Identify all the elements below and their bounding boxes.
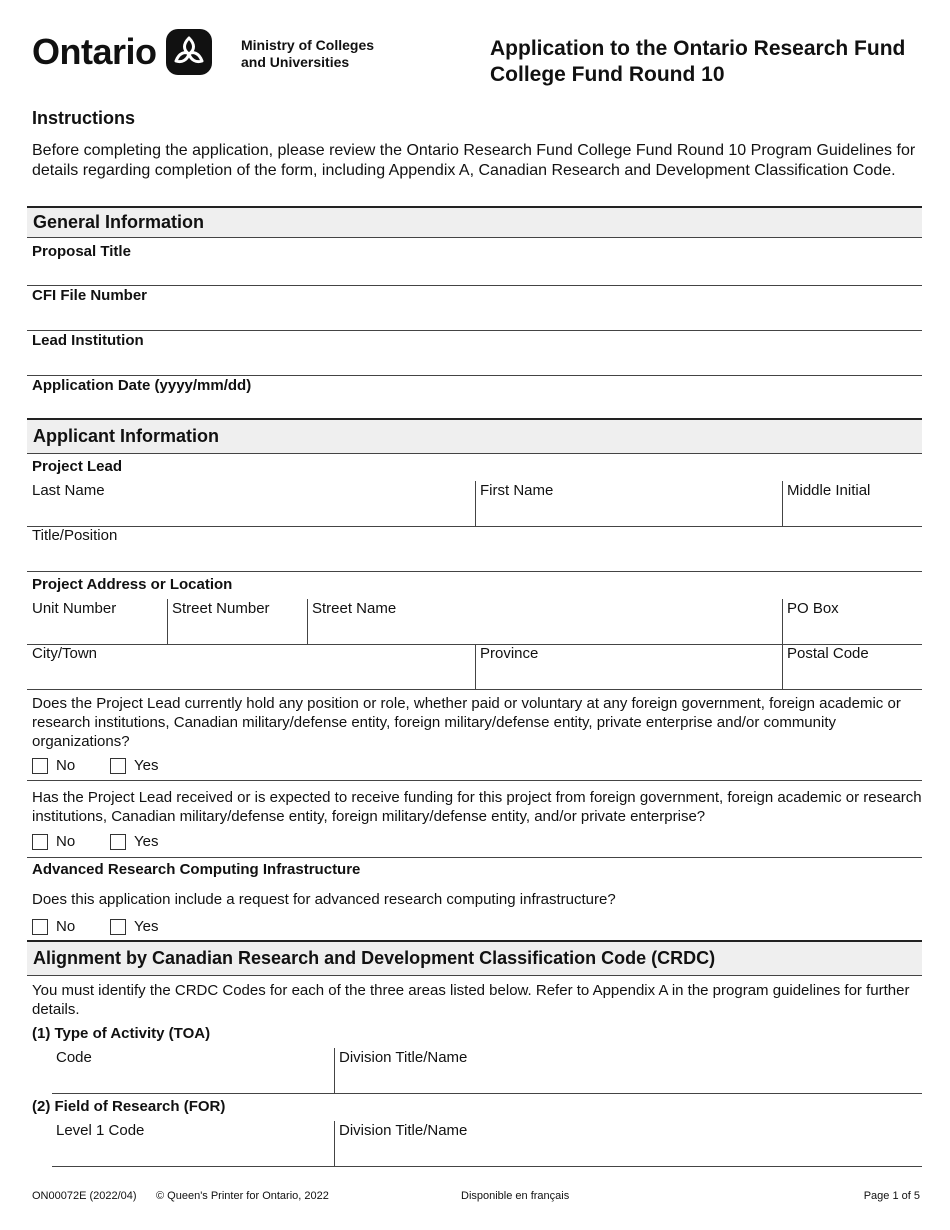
ministry-name: Ministry of Colleges and Universities — [241, 37, 375, 70]
foreign-position-question: Does the Project Lead currently hold any position or role, whether paid or voluntary at any foreign government, foreign academic or research institutions, Canadian military/defense entity, foreign military/defense entity, private enterprise and/or community organizations? — [32, 695, 901, 750]
project-lead-label: Project Lead — [32, 458, 123, 475]
first-name-label: First Name — [480, 482, 554, 499]
title-position-field[interactable] — [27, 571, 922, 572]
province-label: Province — [480, 645, 539, 662]
divider — [475, 481, 476, 526]
q3-no-label: No — [56, 918, 76, 935]
divider — [334, 1048, 335, 1094]
french-availability: Disponible en français — [461, 1190, 570, 1202]
general-information-header: General Information — [27, 206, 922, 238]
for-fields-row[interactable] — [52, 1166, 922, 1167]
q3-yes-checkbox[interactable] — [110, 919, 126, 935]
ontario-logo — [32, 26, 213, 78]
divider — [782, 644, 783, 689]
divider — [307, 599, 308, 644]
applicant-information-header: Applicant Information — [27, 418, 922, 454]
q2-no-checkbox[interactable] — [32, 834, 48, 850]
toa-fields-row[interactable] — [52, 1093, 922, 1094]
divider — [27, 780, 922, 781]
form-number: ON00072E (2022/04) — [32, 1190, 137, 1202]
name-fields-row[interactable] — [27, 526, 922, 527]
toa-heading: (1) Type of Activity (TOA) — [32, 1025, 211, 1042]
last-name-label: Last Name — [32, 482, 105, 499]
city-town-label: City/Town — [32, 645, 98, 662]
crdc-intro: You must identify the CRDC Codes for each of the three areas listed below. Refer to Appendix A in the program guidelines for further details. — [32, 982, 910, 1018]
unit-number-label: Unit Number — [32, 600, 117, 617]
for-division-label: Division Title/Name — [339, 1122, 468, 1139]
toa-code-label: Code — [56, 1049, 92, 1066]
postal-code-label: Postal Code — [787, 645, 869, 662]
toa-division-label: Division Title/Name — [339, 1049, 468, 1066]
crdc-header: Alignment by Canadian Research and Development Classification Code (CRDC) — [27, 940, 922, 976]
divider — [475, 644, 476, 689]
q1-yes-label: Yes — [134, 757, 159, 774]
lead-institution-label: Lead Institution — [32, 332, 144, 349]
street-name-label: Street Name — [312, 600, 397, 617]
arc-heading: Advanced Research Computing Infrastructure — [32, 861, 361, 878]
q1-no-checkbox[interactable] — [32, 758, 48, 774]
for-code-label: Level 1 Code — [56, 1122, 145, 1139]
cfi-file-number-label: CFI File Number — [32, 287, 148, 304]
q3-no-checkbox[interactable] — [32, 919, 48, 935]
divider — [782, 481, 783, 526]
q3-yes-label: Yes — [134, 918, 159, 935]
instructions-text: Before completing the application, please review the Ontario Research Fund College Fund Round 10 Program Guidelines for details regarding completion of the form, including Appendix A, Canadian Research and Development Classification Code. — [32, 142, 916, 179]
divider — [27, 857, 922, 858]
divider — [167, 599, 168, 644]
divider — [782, 599, 783, 644]
proposal-title-field[interactable] — [27, 285, 922, 286]
divider — [334, 1121, 335, 1167]
logo-text: Ontario — [32, 31, 157, 72]
q2-no-label: No — [56, 833, 76, 850]
instructions-heading: Instructions — [32, 108, 136, 128]
cfi-file-number-field[interactable] — [27, 330, 922, 331]
title-position-label: Title/Position — [32, 527, 118, 544]
street-number-label: Street Number — [172, 600, 270, 617]
q2-yes-label: Yes — [134, 833, 159, 850]
copyright: © Queen's Printer for Ontario, 2022 — [156, 1190, 329, 1202]
q1-yes-checkbox[interactable] — [110, 758, 126, 774]
lead-institution-field[interactable] — [27, 375, 922, 376]
proposal-title-label: Proposal Title — [32, 243, 131, 260]
application-date-label: Application Date (yyyy/mm/dd) — [32, 377, 252, 394]
page-number: Page 1 of 5 — [863, 1190, 920, 1202]
q2-yes-checkbox[interactable] — [110, 834, 126, 850]
foreign-funding-question: Has the Project Lead received or is expected to receive funding for this project from foreign government, foreign academic or research institutions, Canadian military/defense entity, foreign military/defense entity, and/or private enterprise? — [32, 789, 922, 825]
project-address-label: Project Address or Location — [32, 576, 233, 593]
form-title: Application to the Ontario Research Fund College Fund Round 10 — [490, 37, 906, 86]
q1-no-label: No — [56, 757, 76, 774]
for-heading: (2) Field of Research (FOR) — [32, 1098, 226, 1115]
middle-initial-label: Middle Initial — [787, 482, 871, 499]
trillium-icon — [165, 28, 213, 76]
po-box-label: PO Box — [787, 600, 839, 617]
arc-question: Does this application include a request for advanced research computing infrastructure? — [32, 891, 616, 908]
city-fields-row[interactable] — [27, 689, 922, 690]
